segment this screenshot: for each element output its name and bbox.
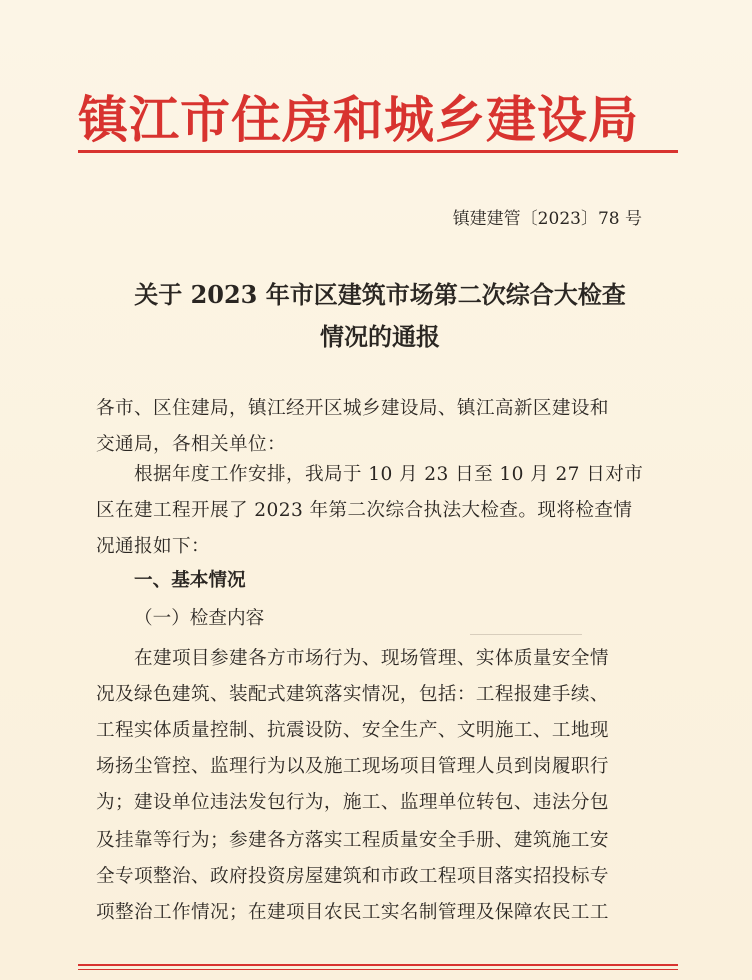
body-line: 项整治工作情况；在建项目农民工实名制管理及保障农民工工 — [96, 902, 609, 923]
intro-line-3: 况通报如下： — [96, 536, 210, 557]
letterhead-red-rule — [78, 150, 678, 153]
intro-line-1: 根据年度工作安排，我局于 10 月 23 日至 10 月 27 日对市 — [134, 464, 644, 485]
body-line: 工程实体质量控制、抗震设防、安全生产、文明施工、工地现 — [96, 720, 609, 741]
body-line: 场扬尘管控、监理行为以及施工现场项目管理人员到岗履职行 — [96, 756, 609, 777]
document-number: 镇建建管〔2023〕78 号 — [452, 209, 642, 229]
footer-red-rule — [78, 964, 678, 966]
body-line: 及挂靠等行为；参建各方落实工程质量安全手册、建筑施工安 — [96, 830, 609, 851]
body-line: 况及绿色建筑、装配式建筑落实情况，包括：工程报建手续、 — [96, 684, 609, 705]
body-line: 在建项目参建各方市场行为、现场管理、实体质量安全情 — [134, 648, 609, 669]
body-line: 全专项整治、政府投资房屋建筑和市政工程项目落实招投标专 — [96, 866, 609, 887]
letterhead-agency-name: 镇江市住房和城乡建设局 — [78, 90, 639, 149]
addressee-line-1: 各市、区住建局，镇江经开区城乡建设局、镇江高新区建设和 — [96, 398, 609, 419]
scan-mark — [470, 634, 582, 635]
addressee-line-2: 交通局，各相关单位： — [96, 434, 286, 455]
body-line: 为；建设单位违法发包行为，施工、监理单位转包、违法分包 — [96, 792, 609, 813]
document-title-line-1: 关于 2023 年市区建筑市场第二次综合大检查 — [134, 280, 626, 309]
section-heading-basic-info: 一、基本情况 — [134, 570, 246, 591]
footer-red-rule-thin — [78, 969, 678, 970]
document-title-line-2: 情况的通报 — [320, 322, 440, 351]
intro-line-2: 区在建工程开展了 2023 年第二次综合执法大检查。现将检查情 — [96, 500, 633, 521]
subsection-heading-inspection-content: （一）检查内容 — [134, 608, 265, 629]
